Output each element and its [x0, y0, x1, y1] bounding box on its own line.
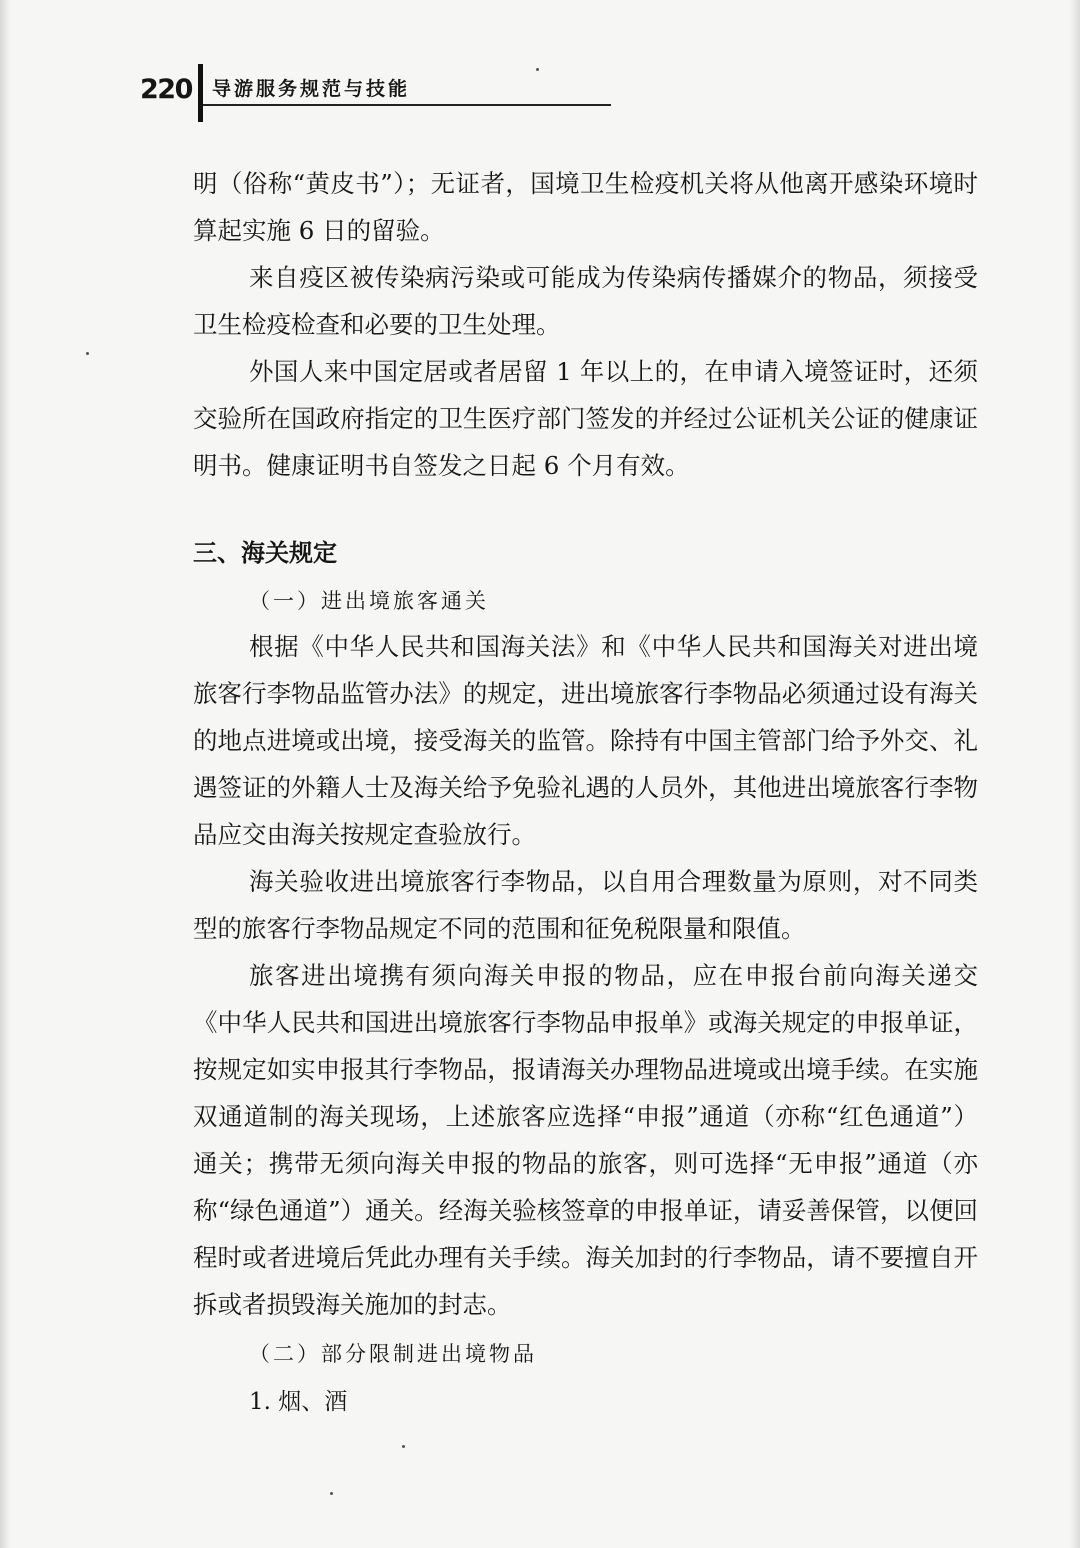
numbered-item-heading: 1. 烟、酒 [249, 1389, 348, 1415]
page-edge-shadow-left [0, 0, 10, 1548]
scan-speck [86, 352, 89, 355]
scan-speck [402, 1445, 405, 1448]
page-body [193, 160, 978, 1428]
section-heading: 三、海关规定 [193, 539, 337, 567]
running-header [140, 64, 620, 124]
scan-speck [330, 1492, 333, 1495]
paragraph: 外国人来中国定居或者居留 1 年以上的，在申请入境签证时，还须交验所在国政府指定的卫生医疗部门签发的并经过公证机关公证的健康证明书。健康证明书自签发之日起 6 个月有效。 [193, 357, 978, 480]
book-title: 导游服务规范与技能 [212, 78, 411, 100]
paragraph: 海关验收进出境旅客行李物品，以自用合理数量为原则，对不同类型的旅客行李物品规定不同的范围和征免税限量和限值。 [193, 867, 978, 943]
page-number: 220 [140, 74, 192, 105]
scan-speck [536, 68, 539, 71]
subsection-heading: （一）进出境旅客通关 [249, 589, 489, 613]
paragraph: 根据《中华人民共和国海关法》和《中华人民共和国海关对进出境旅客行李物品监管办法》的规定，进出境旅客行李物品必须通过设有海关的地点进境或出境，接受海关的监管。除持有中国主管部门给予外交、礼遇签证的外籍人士及海关给予免验礼遇的人员外，其他进出境旅客行李物品应交由海关按规定查验放行。 [193, 632, 978, 849]
paragraph: 旅客进出境携有须向海关申报的物品，应在申报台前向海关递交《中华人民共和国进出境旅客行李物品申报单》或海关规定的申报单证，按规定如实申报其行李物品，报请海关办理物品进境或出境手续。在实施双通道制的海关现场，上述旅客应选择“申报”通道（亦称“红色通道”）通关；携带无须向海关申报的物品的旅客，则可选择“无申报”通道（亦称“绿色通道”）通关。经海关验核签章的申报单证，请妥善保管，以便回程时或者进境后凭此办理有关手续。海关加封的行李物品，请不要擅自开拆或者损毁海关施加的封志。 [193, 961, 978, 1319]
paragraph-continued: 明（俗称“黄皮书”）；无证者，国境卫生检疫机关将从他离开感染环境时算起实施 6 日的留验。 [193, 169, 978, 245]
header-vertical-bar [198, 64, 203, 122]
page-edge-shadow-right [1070, 0, 1080, 1548]
paragraph: 来自疫区被传染病污染或可能成为传染病传播媒介的物品，须接受卫生检疫检查和必要的卫生处理。 [193, 263, 978, 339]
subsection-heading: （二）部分限制进出境物品 [249, 1342, 537, 1366]
header-rule [203, 104, 611, 106]
